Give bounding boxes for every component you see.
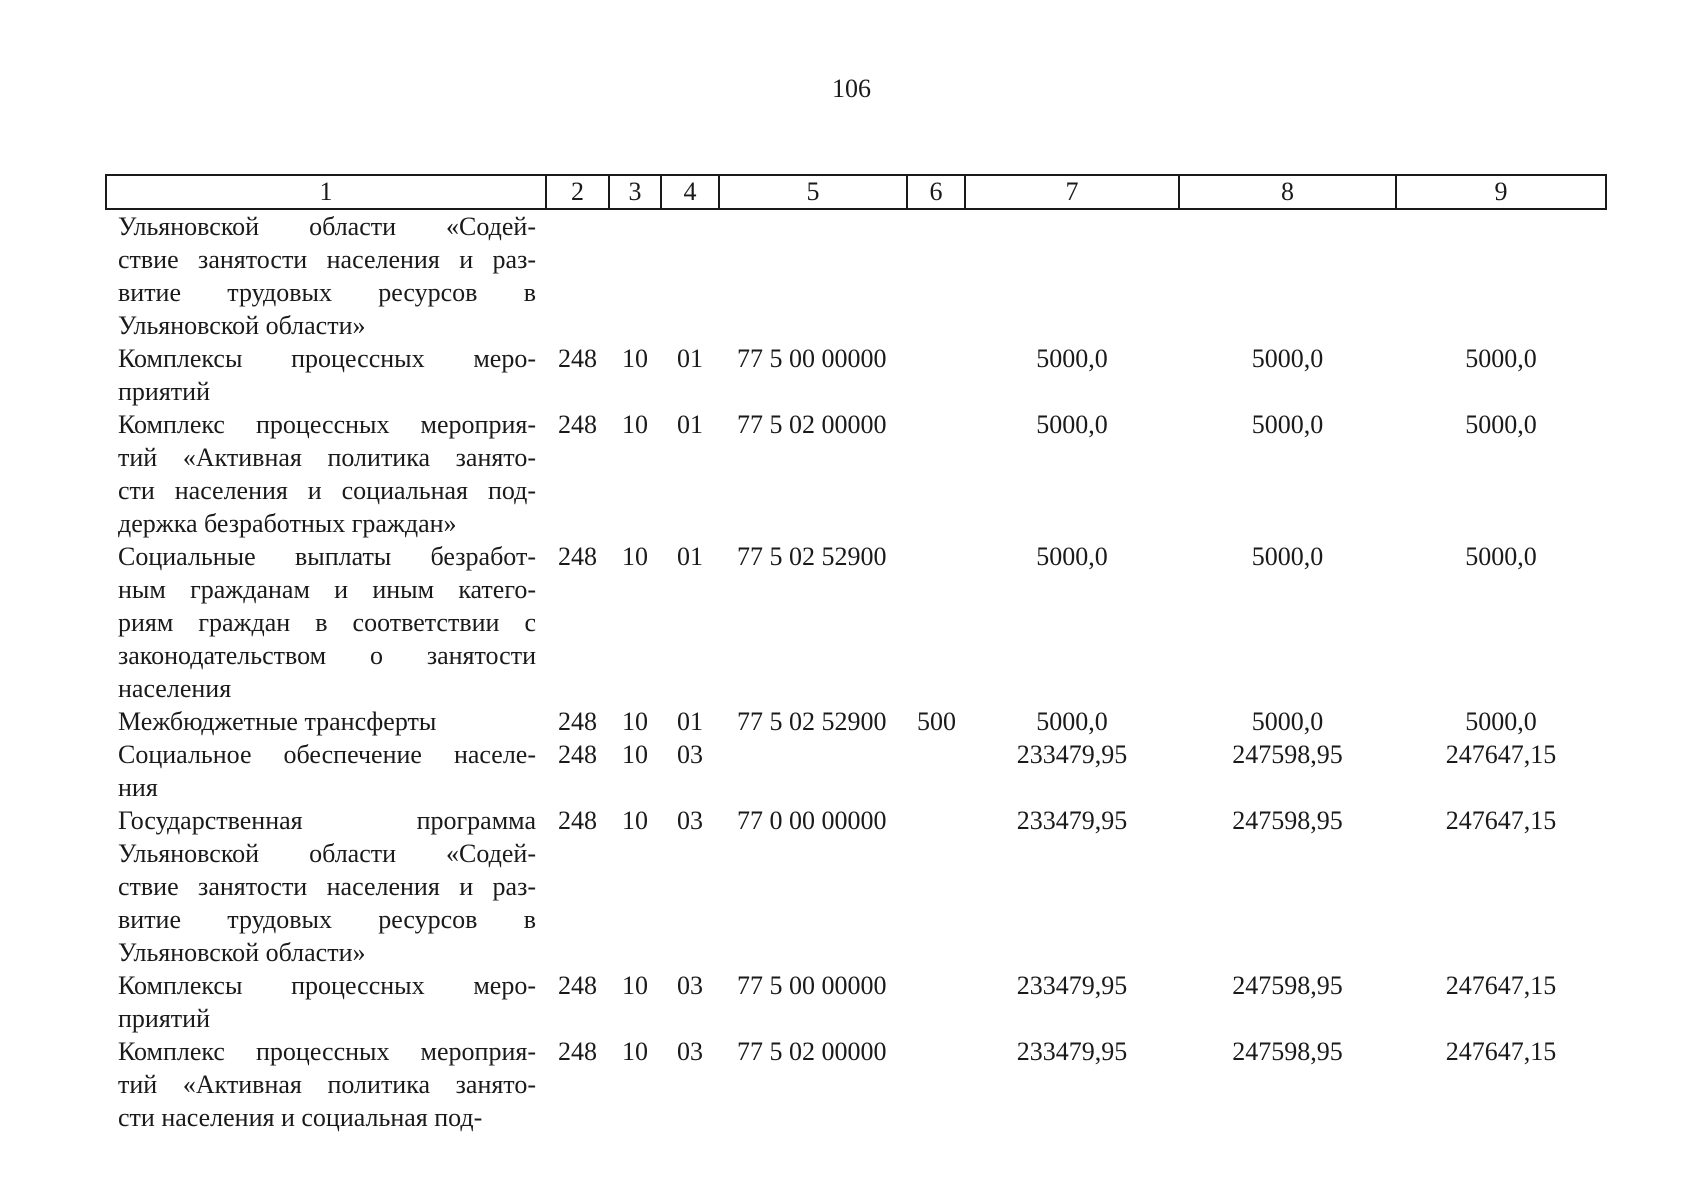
admin-code-cell: 248 — [558, 971, 597, 1000]
header-col-1: 1 — [106, 175, 546, 209]
admin-code-cell: 248 — [558, 542, 597, 571]
item-name-line: ния — [118, 773, 158, 802]
amount-col-8-cell: 5000,0 — [1251, 542, 1324, 571]
target-article-cell — [719, 738, 907, 804]
amount-col-9-cell: 5000,0 — [1465, 410, 1537, 439]
amount-col-8-cell: 247598,95 — [1232, 971, 1343, 1000]
expense-type-cell — [907, 209, 965, 342]
item-name-line: ствие занятости населения и раз- — [118, 245, 536, 274]
item-name-line: Ульяновской области» — [118, 311, 366, 340]
item-name-cell — [106, 705, 546, 738]
table-row — [106, 540, 1606, 705]
table-row — [106, 342, 1606, 408]
expense-type-cell — [907, 540, 965, 705]
admin-code-cell: 248 — [558, 344, 597, 373]
header-col-3: 3 — [609, 175, 661, 209]
section-cell: 10 — [622, 410, 648, 439]
amount-col-9-cell: 247647,15 — [1445, 740, 1557, 769]
amount-col-7-cell — [965, 209, 1179, 342]
item-name-line: Комплексы процессных меро- — [118, 344, 536, 373]
item-name-line: сти населения и социальная под- — [118, 476, 536, 505]
item-name-cell — [106, 969, 546, 1035]
amount-col-8-cell: 247598,95 — [1232, 1037, 1343, 1066]
item-name-cell — [106, 1035, 546, 1134]
amount-col-9-cell: 5000,0 — [1465, 707, 1537, 736]
section-cell: 10 — [622, 1037, 648, 1066]
admin-code-cell: 248 — [558, 1037, 597, 1066]
table-row — [106, 408, 1606, 540]
page-number: 106 — [832, 74, 871, 103]
admin-code-cell: 248 — [558, 707, 597, 736]
table-row — [106, 969, 1606, 1035]
item-name-cell — [106, 209, 546, 342]
subsection-cell: 01 — [677, 542, 703, 571]
header-col-6: 6 — [907, 175, 965, 209]
subsection-cell: 03 — [677, 971, 703, 1000]
section-cell — [609, 209, 661, 342]
table-row — [106, 804, 1606, 969]
amount-col-7-cell: 5000,0 — [1036, 410, 1108, 439]
amount-col-9-cell: 247647,15 — [1445, 806, 1557, 835]
subsection-cell: 03 — [677, 740, 703, 769]
item-name-cell — [106, 804, 546, 969]
item-name-line: Межбюджетные трансферты — [118, 707, 437, 736]
section-cell: 10 — [622, 707, 648, 736]
item-name-cell — [106, 408, 546, 540]
item-name-line: Комплекс процессных мероприя- — [118, 410, 536, 439]
table-row — [106, 705, 1606, 738]
target-article-cell: 77 5 02 00000 — [737, 410, 887, 439]
expense-type-cell — [907, 1035, 965, 1134]
target-article-cell: 77 5 00 00000 — [737, 344, 887, 373]
item-name-line: сти населения и социальная под- — [118, 1103, 483, 1132]
amount-col-7-cell: 233479,95 — [1016, 971, 1128, 1000]
expense-type-cell — [907, 342, 965, 408]
table-body — [106, 209, 1606, 1134]
expense-type-cell — [907, 804, 965, 969]
subsection-cell: 01 — [677, 344, 703, 373]
header-col-4: 4 — [661, 175, 719, 209]
table-row — [106, 1035, 1606, 1134]
amount-col-8-cell: 247598,95 — [1232, 806, 1343, 835]
subsection-cell: 01 — [677, 707, 703, 736]
target-article-cell: 77 5 02 52900 — [737, 707, 887, 736]
subsection-cell — [661, 209, 719, 342]
target-article-cell: 77 5 00 00000 — [737, 971, 887, 1000]
subsection-cell: 03 — [677, 806, 703, 835]
item-name-line: ствие занятости населения и раз- — [118, 872, 536, 901]
target-article-cell: 77 5 02 52900 — [737, 542, 887, 571]
expense-type-cell — [907, 969, 965, 1035]
target-article-cell: 77 0 00 00000 — [737, 806, 887, 835]
expense-type-cell — [907, 408, 965, 540]
amount-col-9-cell — [1396, 209, 1606, 342]
item-name-line: держка безработных граждан» — [118, 509, 457, 538]
subsection-cell: 01 — [677, 410, 703, 439]
item-name-line: Комплексы процессных меро- — [118, 971, 536, 1000]
target-article-cell: 77 5 02 00000 — [737, 1037, 887, 1066]
item-name-line: Ульяновской области» — [118, 938, 366, 967]
amount-col-8-cell: 247598,95 — [1232, 740, 1343, 769]
item-name-line: законодательством о занятости — [118, 641, 536, 670]
admin-code-cell: 248 — [558, 410, 597, 439]
item-name-cell — [106, 342, 546, 408]
amount-col-7-cell: 5000,0 — [1036, 542, 1108, 571]
section-cell: 10 — [622, 740, 648, 769]
amount-col-9-cell: 5000,0 — [1465, 344, 1537, 373]
section-cell: 10 — [622, 806, 648, 835]
item-name-cell — [106, 540, 546, 705]
target-article-cell — [719, 209, 907, 342]
header-col-5: 5 — [719, 175, 907, 209]
expense-type-cell: 500 — [917, 707, 956, 736]
item-name-line: тий «Активная политика занято- — [118, 443, 536, 472]
amount-col-7-cell: 233479,95 — [1016, 1037, 1128, 1066]
header-col-9: 9 — [1396, 175, 1606, 209]
item-name-line: приятий — [118, 1004, 210, 1033]
header-row — [106, 175, 1606, 209]
item-name-line: ным гражданам и иным катего- — [118, 575, 536, 604]
item-name-line: Государственная программа — [118, 806, 536, 835]
budget-table — [105, 174, 1607, 1134]
amount-col-8-cell: 5000,0 — [1251, 410, 1324, 439]
item-name-line: приятий — [118, 377, 210, 406]
header-col-7: 7 — [965, 175, 1179, 209]
item-name-line: населения — [118, 674, 232, 703]
item-name-line: Комплекс процессных мероприя- — [118, 1037, 536, 1066]
expense-type-cell — [907, 738, 965, 804]
amount-col-7-cell: 233479,95 — [1016, 740, 1128, 769]
amount-col-7-cell: 5000,0 — [1036, 707, 1108, 736]
amount-col-8-cell — [1179, 209, 1396, 342]
section-cell: 10 — [622, 971, 648, 1000]
admin-code-cell — [546, 209, 609, 342]
table-row — [106, 738, 1606, 804]
item-name-cell — [106, 738, 546, 804]
amount-col-9-cell: 5000,0 — [1465, 542, 1537, 571]
item-name-line: витие трудовых ресурсов в — [118, 905, 536, 934]
amount-col-8-cell: 5000,0 — [1251, 344, 1324, 373]
amount-col-7-cell: 233479,95 — [1016, 806, 1128, 835]
section-cell: 10 — [622, 344, 648, 373]
section-cell: 10 — [622, 542, 648, 571]
table-row — [106, 209, 1606, 342]
item-name-line: Социальные выплаты безработ- — [118, 542, 536, 571]
item-name-line: Ульяновской области «Содей- — [118, 212, 536, 241]
subsection-cell: 03 — [677, 1037, 703, 1066]
item-name-line: риям граждан в соответствии с — [118, 608, 536, 637]
item-name-line: витие трудовых ресурсов в — [118, 278, 536, 307]
item-name-line: Ульяновской области «Содей- — [118, 839, 536, 868]
amount-col-7-cell: 5000,0 — [1036, 344, 1108, 373]
admin-code-cell: 248 — [558, 740, 597, 769]
amount-col-8-cell: 5000,0 — [1251, 707, 1324, 736]
header-col-8: 8 — [1179, 175, 1396, 209]
admin-code-cell: 248 — [558, 806, 597, 835]
item-name-line: Социальное обеспечение населе- — [118, 740, 536, 769]
budget-table-container — [105, 174, 1605, 1134]
amount-col-9-cell: 247647,15 — [1445, 971, 1557, 1000]
table-header — [106, 175, 1606, 209]
amount-col-9-cell: 247647,15 — [1445, 1037, 1557, 1066]
header-col-2: 2 — [546, 175, 609, 209]
item-name-line: тий «Активная политика занято- — [118, 1070, 536, 1099]
